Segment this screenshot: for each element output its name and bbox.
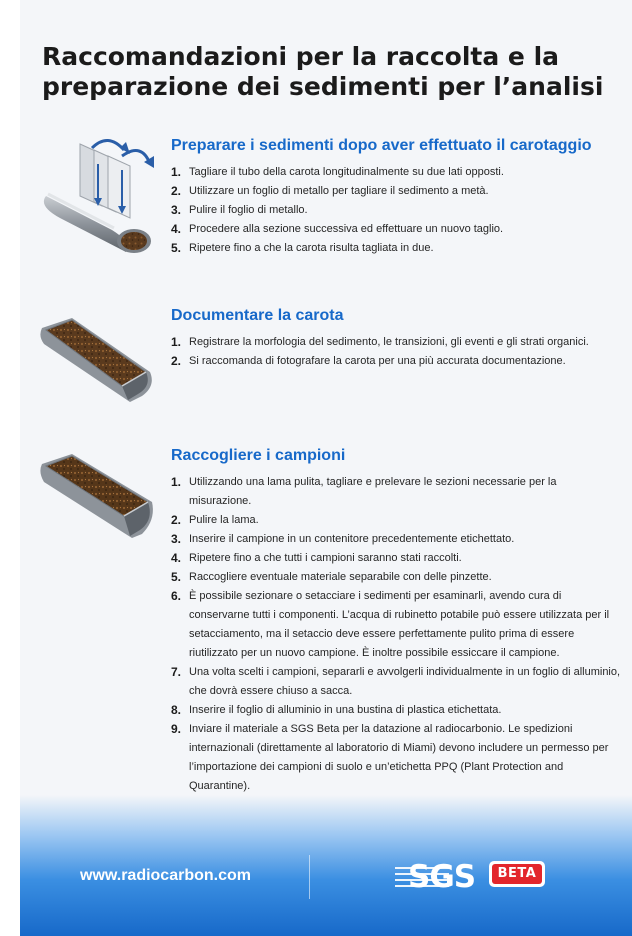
list-number: 1. bbox=[171, 335, 182, 349]
page-title-line-2: preparazione dei sedimenti per l’analisi bbox=[42, 72, 604, 101]
steps-list bbox=[171, 333, 621, 371]
list-item bbox=[171, 333, 621, 352]
half-core-illustration bbox=[38, 314, 156, 406]
core-sample-illustration bbox=[38, 450, 156, 542]
list-item bbox=[171, 587, 621, 663]
list-item bbox=[171, 163, 621, 182]
list-number: 7. bbox=[171, 665, 182, 679]
list-text: Utilizzando una lama pulita, tagliare e prelevare le sezioni necessarie per la misurazione. bbox=[189, 476, 557, 507]
list-number: 3. bbox=[171, 532, 182, 546]
steps-list bbox=[171, 163, 621, 258]
list-item bbox=[171, 220, 621, 239]
list-text: Ripetere fino a che tutti i campioni saranno stati raccolti. bbox=[189, 552, 462, 564]
list-item bbox=[171, 530, 621, 549]
list-item bbox=[171, 549, 621, 568]
list-item bbox=[171, 568, 621, 587]
list-number: 2. bbox=[171, 184, 182, 198]
list-text: Raccogliere eventuale materiale separabile con delle pinzette. bbox=[189, 571, 492, 583]
list-item bbox=[171, 182, 621, 201]
website-link[interactable]: www.radiocarbon.com bbox=[80, 867, 251, 884]
list-text: Registrare la morfologia del sedimento, le transizioni, gli eventi e gli strati organici. bbox=[189, 336, 589, 348]
list-text: Inserire il foglio di alluminio in una bustina di plastica etichettata. bbox=[189, 704, 502, 716]
steps-list bbox=[171, 473, 621, 796]
list-item bbox=[171, 720, 621, 796]
section-heading: Documentare la carota bbox=[171, 307, 344, 324]
beta-logo-text: BETA bbox=[492, 864, 542, 884]
list-number: 2. bbox=[171, 354, 182, 368]
footer-divider bbox=[309, 855, 310, 899]
core-cutting-illustration bbox=[38, 134, 168, 260]
list-number: 5. bbox=[171, 241, 182, 255]
section-2-content bbox=[171, 306, 621, 371]
list-text: Pulire la lama. bbox=[189, 514, 259, 526]
list-number: 8. bbox=[171, 703, 182, 717]
list-number: 4. bbox=[171, 551, 182, 565]
list-item bbox=[171, 352, 621, 371]
list-number: 1. bbox=[171, 165, 182, 179]
list-item bbox=[171, 473, 621, 511]
section-1-content bbox=[171, 136, 621, 258]
list-text: Inserire il campione in un contenitore precedentemente etichettato. bbox=[189, 533, 515, 545]
list-number: 4. bbox=[171, 222, 182, 236]
list-number: 2. bbox=[171, 513, 182, 527]
list-text: Ripetere fino a che la carota risulta tagliata in due. bbox=[189, 242, 434, 254]
list-item bbox=[171, 701, 621, 720]
list-text: Una volta scelti i campioni, separarli e avvolgerli individualmente in un foglio di alluminio, che dovrà essere chiuso a sacca. bbox=[189, 666, 621, 697]
list-item bbox=[171, 239, 621, 258]
page-title bbox=[42, 42, 612, 102]
list-item bbox=[171, 201, 621, 220]
list-text: È possibile sezionare o setacciare i sedimenti per esaminarli, avendo cura di conservarne tutti i componenti. L’acqua di rubinetto potabile può essere utilizzata per il setacciamento, ma il setaccio deve essere perfettamente pulito prima di essere riutilizzato per un nuovo campione. È inoltre possibile essiccare il campione. bbox=[189, 590, 610, 659]
document-page bbox=[20, 0, 632, 936]
list-text: Tagliare il tubo della carota longitudinalmente su due lati opposti. bbox=[189, 166, 504, 178]
sgs-logo: SGS bbox=[408, 859, 476, 895]
list-number: 5. bbox=[171, 570, 182, 584]
list-text: Procedere alla sezione successiva ed effettuare un nuovo taglio. bbox=[189, 223, 504, 235]
list-number: 6. bbox=[171, 589, 182, 603]
beta-logo bbox=[489, 861, 545, 887]
list-text: Si raccomanda di fotografare la carota per una più accurata documentazione. bbox=[189, 355, 566, 367]
list-item bbox=[171, 511, 621, 530]
footer-band bbox=[20, 795, 632, 936]
list-item bbox=[171, 663, 621, 701]
list-number: 3. bbox=[171, 203, 182, 217]
section-heading: Preparare i sedimenti dopo aver effettuato il carotaggio bbox=[171, 137, 592, 154]
list-text: Inviare il materiale a SGS Beta per la datazione al radiocarbonio. Le spedizioni internazionali (direttamente al laboratorio di Miami) devono includere un permesso per l’importazione dei campioni di suolo e un’etichetta PPQ (Plant Protection and Quarantine). bbox=[189, 723, 609, 792]
list-text: Utilizzare un foglio di metallo per tagliare il sedimento a metà. bbox=[189, 185, 489, 197]
list-text: Pulire il foglio di metallo. bbox=[189, 204, 308, 216]
list-number: 9. bbox=[171, 722, 182, 736]
section-3-content bbox=[171, 446, 621, 796]
section-heading: Raccogliere i campioni bbox=[171, 447, 346, 464]
page-title-line-1: Raccomandazioni per la raccolta e la bbox=[42, 42, 560, 71]
list-number: 1. bbox=[171, 475, 182, 489]
